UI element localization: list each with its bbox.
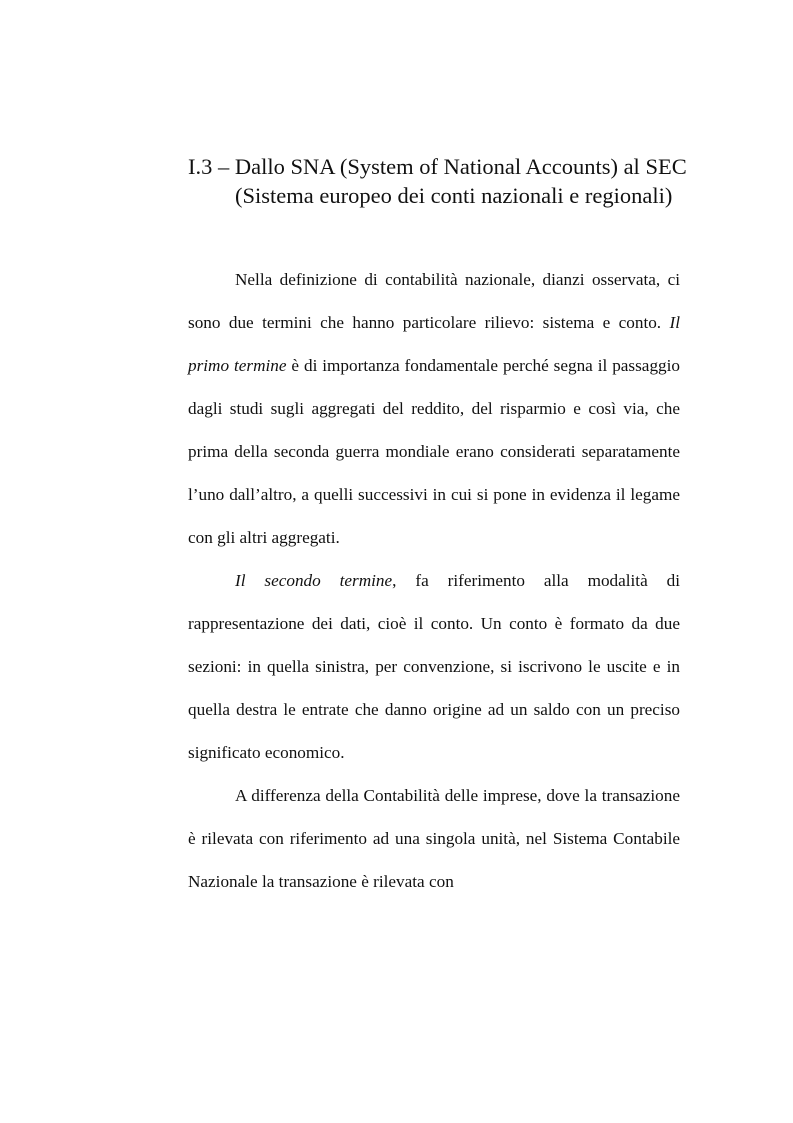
paragraph-1 [188,258,680,559]
paragraph-1-emphasis: Il primo termine [188,313,680,375]
paragraph-3-text-a: A differenza della Contabilità delle imprese, dove la transazione è rilevata con riferimento ad una singola unità, nel Sistema Contabile Nazionale la transazione è rilevata con [188,786,680,891]
paragraph-1-text-b: è di importanza fondamentale perché segna il passaggio dagli studi sugli aggregati del reddito, del risparmio e così via, che prima della seconda guerra mondiale erano considerati separatamente l’uno dall’altro, a quelli successivi in cui si pone in evidenza il legame con gli altri aggregati. [188,356,680,547]
paragraph-1-text-a: Nella definizione di contabilità nazionale, dianzi osservata, ci sono due termini che hanno particolare rilievo: sistema e conto. [188,270,680,332]
section-heading-line-2: (Sistema europeo dei conti nazionali e regionali) [235,183,673,208]
paragraph-3 [188,774,680,903]
paragraph-2 [188,559,680,774]
section-heading-line-1: I.3 – Dallo SNA (System of National Accounts) al SEC [188,154,687,179]
body-text [188,258,680,903]
paragraph-2-emphasis: Il secondo termine [235,571,393,590]
section-heading [188,152,687,210]
paragraph-2-text-a: , fa riferimento alla modalità di rappresentazione dei dati, cioè il conto. Un conto è formato da due sezioni: in quella sinistra, per convenzione, si iscrivono le uscite e in quella destra le entrate che danno origine ad un saldo con un preciso significato economico. [188,571,680,762]
